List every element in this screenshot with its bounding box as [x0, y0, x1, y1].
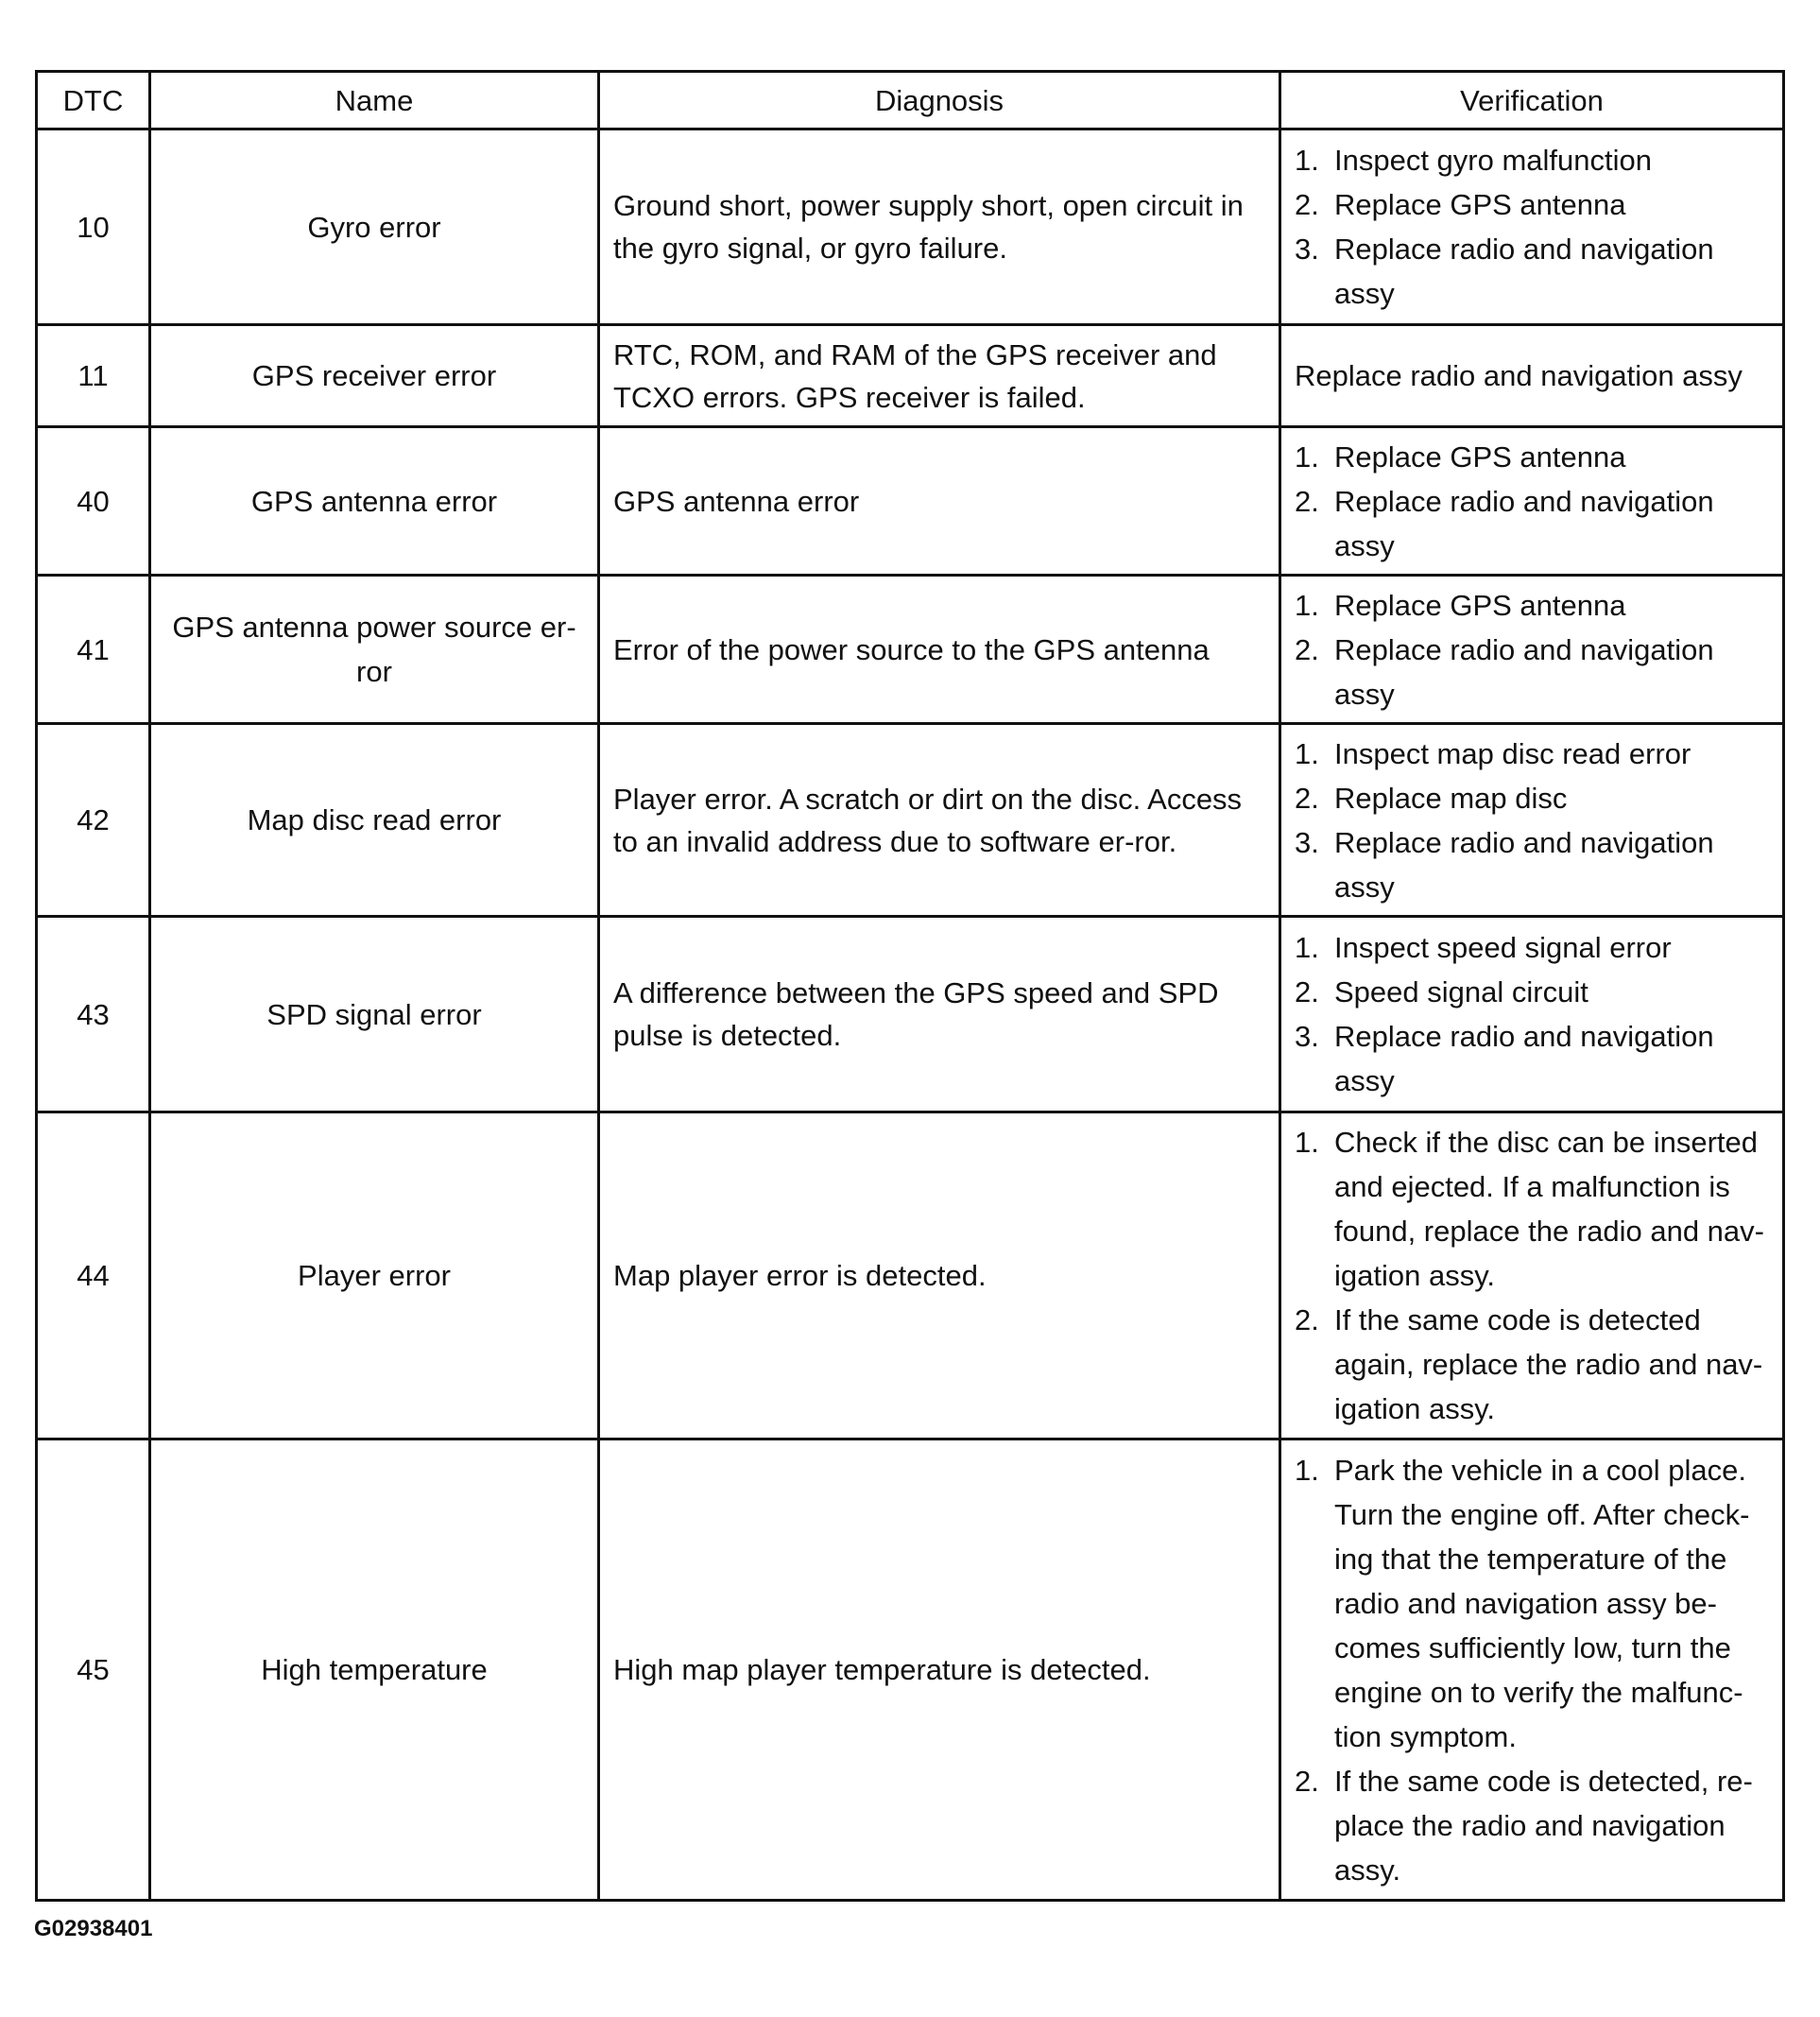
verification-step	[1295, 138, 1771, 182]
error-name: GPS antenna error	[150, 427, 599, 576]
header-name: Name	[150, 72, 599, 129]
step-number: 1.	[1295, 931, 1319, 964]
diagnosis-text: Map player error is detected.	[599, 1112, 1280, 1439]
step-text: Check if the disc can be inserted and ejected. If a malfunction is found, replace the radio and nav-igation assy.	[1334, 1126, 1764, 1292]
table-row	[37, 576, 1784, 724]
step-number: 2.	[1295, 781, 1319, 815]
verification-list	[1295, 925, 1771, 1103]
verification-step	[1295, 776, 1771, 820]
step-text: If the same code is detected again, replace the radio and nav-igation assy.	[1334, 1303, 1763, 1425]
header-diagnosis: Diagnosis	[599, 72, 1280, 129]
step-text: Replace radio and navigation assy	[1334, 825, 1714, 904]
step-text: Inspect gyro malfunction	[1334, 144, 1653, 177]
table-row	[37, 1112, 1784, 1439]
error-name: High temperature	[150, 1439, 599, 1901]
table-row	[37, 427, 1784, 576]
table-row	[37, 129, 1784, 325]
verification-step	[1295, 182, 1771, 227]
error-name: GPS receiver error	[150, 325, 599, 427]
step-text: Park the vehicle in a cool place. Turn the engine off. After check-ing that the temperature of the radio and navigation assy be-comes sufficiently low, turn the engine on to verify the malfunc-tion symptom.	[1334, 1453, 1750, 1753]
verification-step	[1295, 435, 1771, 479]
header-verification: Verification	[1280, 72, 1784, 129]
dtc-code: 41	[37, 576, 150, 724]
figure-id: G02938401	[34, 1916, 153, 1941]
verification-step	[1295, 628, 1771, 716]
verification-list	[1295, 1448, 1771, 1892]
verification-list	[1295, 732, 1771, 909]
verification-list	[1295, 1120, 1771, 1431]
dtc-code: 44	[37, 1112, 150, 1439]
step-number: 3.	[1295, 233, 1319, 266]
diagnosis-text: A difference between the GPS speed and SPD pulse is detected.	[599, 917, 1280, 1112]
diagnosis-text: High map player temperature is detected.	[599, 1439, 1280, 1901]
step-number: 1.	[1295, 440, 1319, 474]
diagnosis-text: Ground short, power supply short, open circuit in the gyro signal, or gyro failure.	[599, 129, 1280, 325]
verification-text: Replace radio and navigation assy	[1280, 325, 1784, 427]
dtc-code: 42	[37, 724, 150, 917]
verification-step	[1295, 820, 1771, 909]
diagnosis-text: Error of the power source to the GPS antenna	[599, 576, 1280, 724]
step-number: 2.	[1295, 188, 1319, 221]
dtc-code: 11	[37, 325, 150, 427]
table-row	[37, 917, 1784, 1112]
step-text: Replace GPS antenna	[1334, 440, 1626, 474]
step-text: Inspect map disc read error	[1334, 736, 1691, 770]
verification-step	[1295, 1014, 1771, 1103]
step-number: 2.	[1295, 1764, 1319, 1798]
error-name: Player error	[150, 1112, 599, 1439]
step-text: Replace GPS antenna	[1334, 188, 1626, 221]
step-text: Replace radio and navigation assy	[1334, 484, 1714, 562]
table-row	[37, 1439, 1784, 1901]
step-text: Replace radio and navigation assy	[1334, 233, 1714, 310]
verification-step	[1295, 1298, 1771, 1431]
step-number: 2.	[1295, 975, 1319, 1008]
error-name: Map disc read error	[150, 724, 599, 917]
error-name: GPS antenna power source er-ror	[150, 576, 599, 724]
step-number: 1.	[1295, 144, 1319, 177]
verification-step	[1295, 227, 1771, 316]
header-dtc: DTC	[37, 72, 150, 129]
diagnosis-text: RTC, ROM, and RAM of the GPS receiver and TCXO errors. GPS receiver is failed.	[599, 325, 1280, 427]
dtc-code: 40	[37, 427, 150, 576]
step-number: 1.	[1295, 1126, 1319, 1159]
step-number: 1.	[1295, 1453, 1319, 1487]
verification-cell	[1280, 917, 1784, 1112]
step-number: 1.	[1295, 736, 1319, 770]
verification-cell	[1280, 724, 1784, 917]
verification-step	[1295, 1448, 1771, 1759]
verification-cell	[1280, 129, 1784, 325]
verification-step	[1295, 1120, 1771, 1298]
step-text: If the same code is detected, re-place the radio and navigation assy.	[1334, 1764, 1753, 1887]
table-row	[37, 325, 1784, 427]
step-number: 2.	[1295, 632, 1319, 666]
step-text: Replace radio and navigation assy	[1334, 1020, 1714, 1097]
error-name: Gyro error	[150, 129, 599, 325]
step-number: 1.	[1295, 588, 1319, 622]
step-text: Inspect speed signal error	[1334, 931, 1672, 964]
verification-cell	[1280, 427, 1784, 576]
verification-cell	[1280, 576, 1784, 724]
table-row	[37, 724, 1784, 917]
verification-step	[1295, 925, 1771, 970]
verification-list	[1295, 435, 1771, 568]
step-number: 3.	[1295, 825, 1319, 859]
step-number: 2.	[1295, 484, 1319, 518]
verification-step	[1295, 1759, 1771, 1892]
verification-list	[1295, 138, 1771, 316]
step-text: Speed signal circuit	[1334, 975, 1588, 1008]
step-text: Replace map disc	[1334, 781, 1568, 815]
diagnosis-text: Player error. A scratch or dirt on the disc. Access to an invalid address due to software er-ror.	[599, 724, 1280, 917]
verification-cell	[1280, 1112, 1784, 1439]
dtc-code: 45	[37, 1439, 150, 1901]
step-text: Replace radio and navigation assy	[1334, 632, 1714, 711]
error-name: SPD signal error	[150, 917, 599, 1112]
step-number: 3.	[1295, 1020, 1319, 1053]
verification-step	[1295, 479, 1771, 568]
step-text: Replace GPS antenna	[1334, 588, 1626, 622]
dtc-table	[35, 70, 1785, 1902]
diagnosis-text: GPS antenna error	[599, 427, 1280, 576]
verification-step	[1295, 970, 1771, 1014]
verification-list	[1295, 583, 1771, 716]
verification-step	[1295, 583, 1771, 628]
dtc-code: 10	[37, 129, 150, 325]
verification-step	[1295, 732, 1771, 776]
verification-cell	[1280, 1439, 1784, 1901]
dtc-code: 43	[37, 917, 150, 1112]
header-row	[37, 72, 1784, 129]
step-number: 2.	[1295, 1303, 1319, 1336]
